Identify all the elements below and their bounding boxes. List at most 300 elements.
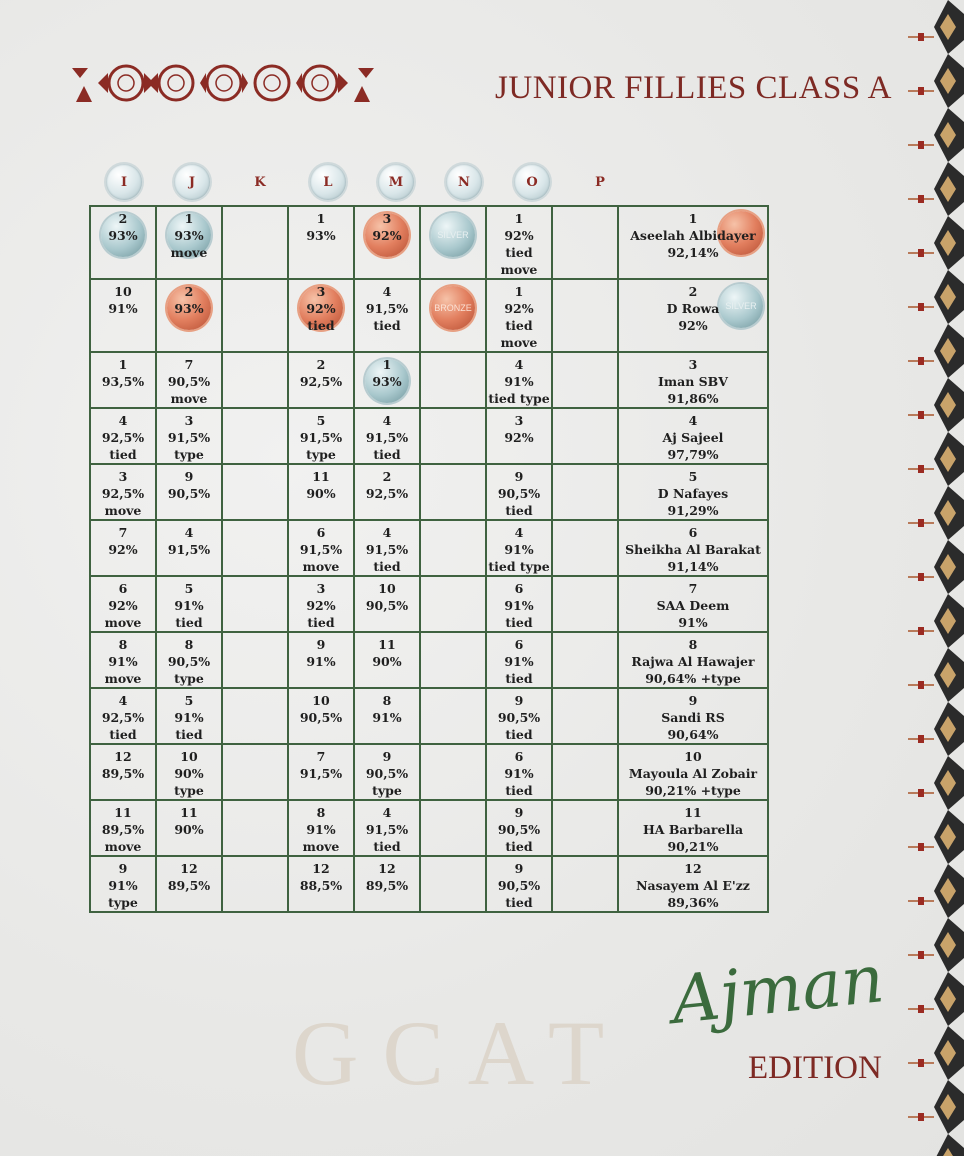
result-total: 91%: [678, 615, 708, 630]
result-horse-name: D Nafayes: [657, 486, 729, 501]
cell-note: tied: [505, 895, 533, 910]
score-cell-i: [90, 800, 156, 856]
border-pattern-icon: [904, 0, 964, 1156]
score-cell-n: [420, 744, 486, 800]
result-horse-name: Aj Sajeel: [662, 430, 724, 445]
result-total: 91,86%: [667, 391, 719, 406]
result-place: 5: [688, 469, 698, 484]
cell-score: 92%: [372, 228, 402, 243]
score-cell-n: [420, 464, 486, 520]
score-cell-p: [552, 800, 618, 856]
score-cell-i: [90, 408, 156, 464]
cell-note: type: [372, 783, 402, 798]
cell-score: 93,5%: [101, 374, 145, 389]
result-cell: [618, 520, 768, 576]
judges-header: [90, 160, 634, 204]
cell-rank: 3: [316, 581, 326, 596]
result-total: 90,21% +type: [645, 783, 741, 798]
cell-note: move: [302, 839, 340, 854]
score-cell-n: [420, 856, 486, 912]
cell-rank: 8: [382, 693, 392, 708]
result-horse-name: Aseelah Albidayer: [630, 228, 756, 243]
cell-score: 89,5%: [365, 878, 409, 893]
score-cell-n: [420, 206, 486, 279]
table-row: [90, 744, 768, 800]
score-cell-k: [222, 856, 288, 912]
result-cell: [618, 408, 768, 464]
cell-rank: 9: [184, 469, 194, 484]
score-cell-p: [552, 744, 618, 800]
score-cell-m: [354, 408, 420, 464]
result-cell: [618, 800, 768, 856]
cell-score: 90%: [174, 766, 204, 781]
cell-rank: 11: [180, 805, 198, 820]
score-cell-p: [552, 520, 618, 576]
score-cell-i: [90, 520, 156, 576]
score-cell-k: [222, 576, 288, 632]
cell-score: 90,5%: [497, 710, 541, 725]
cell-note: tied: [373, 318, 401, 333]
cell-note: tied: [307, 615, 335, 630]
judge-badge-icon: [446, 164, 482, 200]
cell-rank: 3: [316, 284, 326, 299]
judge-letter: J: [188, 174, 196, 190]
score-cell-o: [486, 408, 552, 464]
score-cell-m: [354, 744, 420, 800]
judge-letter: M: [388, 174, 404, 190]
cell-note: type: [108, 895, 138, 910]
cell-score: 91,5%: [365, 542, 409, 557]
score-cell-l: [288, 632, 354, 688]
result-place: 7: [688, 581, 698, 596]
score-cell-m: [354, 352, 420, 408]
cell-rank: 8: [118, 637, 128, 652]
score-cell-p: [552, 576, 618, 632]
result-horse-name: Mayoula Al Zobair: [628, 766, 758, 781]
cell-score: 93%: [174, 228, 204, 243]
cell-score: 90,5%: [167, 486, 211, 501]
cell-score: 90%: [174, 822, 204, 837]
score-cell-n: [420, 688, 486, 744]
judge-badge-icon: [174, 164, 210, 200]
score-cell-p: [552, 408, 618, 464]
score-cell-p: [552, 856, 618, 912]
judge-j: [158, 160, 226, 204]
cell-score: 92,5%: [101, 430, 145, 445]
result-cell: [618, 856, 768, 912]
score-cell-k: [222, 632, 288, 688]
result-total: 92%: [678, 318, 708, 333]
cell-note: tied: [373, 447, 401, 462]
cell-note: type: [174, 447, 204, 462]
cell-score: 91,5%: [299, 542, 343, 557]
cell-rank: 2: [316, 357, 326, 372]
score-cell-m: [354, 206, 420, 279]
score-cell-n: [420, 800, 486, 856]
medal-icon: SILVER: [719, 284, 763, 328]
cell-score: 91%: [108, 654, 138, 669]
cell-score: 91%: [372, 710, 402, 725]
cell-rank: 2: [118, 211, 128, 226]
cell-rank: 4: [118, 693, 128, 708]
cell-note: tied type: [488, 391, 550, 406]
score-cell-k: [222, 744, 288, 800]
cell-note: tied move: [500, 245, 538, 277]
score-cell-j: [156, 856, 222, 912]
judge-badge-icon: [514, 164, 550, 200]
result-total: 90,64% +type: [645, 671, 741, 686]
cell-note: tied: [505, 727, 533, 742]
judge-k: [226, 160, 294, 204]
judge-letter: K: [254, 174, 266, 190]
cell-rank: 3: [118, 469, 128, 484]
cell-score: 90,5%: [365, 766, 409, 781]
result-place: 3: [688, 357, 698, 372]
score-cell-l: [288, 576, 354, 632]
result-total: 91,29%: [667, 503, 719, 518]
cell-score: 91,5%: [365, 301, 409, 316]
cell-score: 92%: [504, 228, 534, 243]
table-row: [90, 632, 768, 688]
cell-score: 91%: [174, 710, 204, 725]
cell-rank: 12: [114, 749, 132, 764]
cell-rank: 4: [382, 525, 392, 540]
cell-score: 91%: [108, 878, 138, 893]
result-horse-name: SAA Deem: [656, 598, 730, 613]
judge-i: [90, 160, 158, 204]
result-cell: [618, 352, 768, 408]
score-cell-m: [354, 520, 420, 576]
score-cell-l: [288, 688, 354, 744]
cell-rank: 2: [184, 284, 194, 299]
table-row: [90, 352, 768, 408]
cell-score: 91%: [306, 654, 336, 669]
cell-note: tied: [505, 671, 533, 686]
table-row: [90, 464, 768, 520]
result-total: 97,79%: [667, 447, 719, 462]
cell-note: tied: [175, 727, 203, 742]
cell-score: 90,5%: [497, 822, 541, 837]
result-place: 1: [688, 211, 698, 226]
score-cell-i: [90, 464, 156, 520]
judge-n: [430, 160, 498, 204]
judge-o: [498, 160, 566, 204]
score-cell-k: [222, 352, 288, 408]
score-cell-j: [156, 800, 222, 856]
cell-rank: 4: [382, 413, 392, 428]
result-total: 89,36%: [667, 895, 719, 910]
score-cell-k: [222, 688, 288, 744]
cell-score: 92%: [108, 542, 138, 557]
cell-score: 91,5%: [365, 822, 409, 837]
cell-score: 90,5%: [299, 710, 343, 725]
cell-note: move: [104, 671, 142, 686]
score-cell-k: [222, 206, 288, 279]
judge-badge-icon: [106, 164, 142, 200]
score-cell-n: [420, 520, 486, 576]
result-place: 10: [684, 749, 702, 764]
score-cell-p: [552, 632, 618, 688]
cell-rank: 10: [312, 693, 330, 708]
cell-rank: 9: [514, 805, 524, 820]
cell-rank: 9: [382, 749, 392, 764]
result-total: 92,14%: [667, 245, 719, 260]
cell-score: 90,5%: [365, 598, 409, 613]
score-cell-l: [288, 279, 354, 352]
cell-score: 88,5%: [299, 878, 343, 893]
judge-l: [294, 160, 362, 204]
cell-rank: 4: [184, 525, 194, 540]
score-cell-m: [354, 464, 420, 520]
cell-note: move: [170, 391, 208, 406]
cell-rank: 5: [184, 693, 194, 708]
score-cell-p: [552, 206, 618, 279]
table-row: [90, 279, 768, 352]
cell-score: 90,5%: [497, 878, 541, 893]
cell-rank: 6: [118, 581, 128, 596]
cell-rank: 6: [514, 749, 524, 764]
cell-note: tied: [373, 559, 401, 574]
cell-score: 92%: [504, 301, 534, 316]
score-cell-n: [420, 279, 486, 352]
cell-score: 89,5%: [101, 766, 145, 781]
score-cell-i: [90, 856, 156, 912]
judge-badge-icon: [242, 164, 278, 200]
table-row: [90, 206, 768, 279]
result-cell: [618, 576, 768, 632]
score-cell-o: [486, 856, 552, 912]
result-horse-name: Sandi RS: [661, 710, 725, 725]
cell-rank: 5: [184, 581, 194, 596]
cell-rank: 10: [114, 284, 132, 299]
cell-rank: 12: [312, 861, 330, 876]
cell-score: 92,5%: [101, 486, 145, 501]
cell-score: 93%: [108, 228, 138, 243]
judge-p: [566, 160, 634, 204]
result-cell: [618, 744, 768, 800]
score-cell-j: [156, 464, 222, 520]
score-cell-l: [288, 744, 354, 800]
cell-score: 90%: [372, 654, 402, 669]
score-cell-j: [156, 688, 222, 744]
score-cell-j: [156, 408, 222, 464]
score-cell-o: [486, 688, 552, 744]
judge-letter: P: [595, 174, 605, 190]
cell-rank: 6: [316, 525, 326, 540]
score-cell-i: [90, 688, 156, 744]
cell-rank: 3: [382, 211, 392, 226]
cell-rank: 9: [514, 469, 524, 484]
cell-rank: 8: [316, 805, 326, 820]
cell-note: tied: [505, 503, 533, 518]
score-cell-o: [486, 632, 552, 688]
cell-score: 89,5%: [101, 822, 145, 837]
score-cell-i: [90, 576, 156, 632]
result-horse-name: D Rowa: [666, 301, 720, 316]
cell-score: 91,5%: [167, 430, 211, 445]
result-place: 4: [688, 413, 698, 428]
judge-badge-icon: [310, 164, 346, 200]
ornament-icon: [72, 62, 374, 104]
cell-note: type: [174, 671, 204, 686]
score-cell-j: [156, 520, 222, 576]
cell-rank: 5: [316, 413, 326, 428]
cell-rank: 2: [382, 469, 392, 484]
cell-note: tied: [307, 318, 335, 333]
score-cell-o: [486, 352, 552, 408]
cell-rank: 11: [114, 805, 132, 820]
cell-note: move: [104, 503, 142, 518]
score-cell-i: [90, 206, 156, 279]
medal-icon: BRONZE: [431, 286, 475, 330]
cell-score: 93%: [372, 374, 402, 389]
judge-letter: I: [120, 174, 128, 190]
score-cell-j: [156, 352, 222, 408]
cell-rank: 3: [184, 413, 194, 428]
judge-badge-icon: [378, 164, 414, 200]
score-cell-m: [354, 279, 420, 352]
score-cell-p: [552, 352, 618, 408]
score-cell-i: [90, 632, 156, 688]
cell-rank: 9: [514, 861, 524, 876]
cell-score: 92,5%: [299, 374, 343, 389]
score-cell-n: [420, 576, 486, 632]
cell-score: 91%: [504, 542, 534, 557]
cell-rank: 12: [180, 861, 198, 876]
cell-score: 93%: [306, 228, 336, 243]
score-cell-l: [288, 800, 354, 856]
result-place: 9: [688, 693, 698, 708]
watermark: GCAT: [292, 1002, 629, 1104]
score-cell-o: [486, 464, 552, 520]
score-cell-m: [354, 632, 420, 688]
score-cell-k: [222, 279, 288, 352]
score-cell-j: [156, 576, 222, 632]
result-place: 11: [684, 805, 702, 820]
cell-rank: 1: [118, 357, 128, 372]
ajman-logo: Ajman: [667, 940, 888, 1039]
cell-score: 91%: [504, 374, 534, 389]
cell-note: tied: [373, 839, 401, 854]
score-cell-k: [222, 464, 288, 520]
cell-rank: 10: [180, 749, 198, 764]
score-cell-i: [90, 352, 156, 408]
score-cell-n: [420, 352, 486, 408]
cell-rank: 4: [118, 413, 128, 428]
cell-rank: 9: [118, 861, 128, 876]
cell-rank: 1: [184, 211, 194, 226]
result-place: 2: [688, 284, 698, 299]
result-horse-name: HA Barbarella: [642, 822, 744, 837]
result-cell: [618, 632, 768, 688]
score-cell-m: [354, 688, 420, 744]
edition-label: EDITION: [748, 1050, 882, 1086]
score-cell-p: [552, 688, 618, 744]
result-horse-name: Rajwa Al Hawajer: [631, 654, 755, 669]
score-cell-m: [354, 856, 420, 912]
cell-score: 92%: [108, 598, 138, 613]
result-horse-name: Sheikha Al Barakat: [625, 542, 761, 557]
score-cell-o: [486, 279, 552, 352]
result-place: 8: [688, 637, 698, 652]
result-horse-name: Nasayem Al E'zz: [636, 878, 750, 893]
cell-rank: 11: [378, 637, 396, 652]
cell-note: move: [302, 559, 340, 574]
cell-note: tied: [505, 783, 533, 798]
cell-score: 91,5%: [365, 430, 409, 445]
cell-score: 91%: [504, 654, 534, 669]
cell-score: 91%: [174, 598, 204, 613]
score-cell-l: [288, 856, 354, 912]
cell-note: tied: [505, 839, 533, 854]
cell-rank: 11: [312, 469, 330, 484]
cell-rank: 7: [118, 525, 128, 540]
cell-rank: 12: [378, 861, 396, 876]
cell-score: 91%: [504, 766, 534, 781]
cell-score: 90,5%: [167, 654, 211, 669]
judge-badge-icon: [582, 164, 618, 200]
score-cell-o: [486, 800, 552, 856]
score-cell-j: [156, 279, 222, 352]
cell-note: tied: [175, 615, 203, 630]
cell-rank: 7: [184, 357, 194, 372]
cell-rank: 4: [514, 357, 524, 372]
judge-m: [362, 160, 430, 204]
cell-rank: 6: [514, 581, 524, 596]
cell-rank: 4: [514, 525, 524, 540]
cell-note: move: [104, 839, 142, 854]
table-row: [90, 576, 768, 632]
cell-rank: 9: [316, 637, 326, 652]
cell-score: 90,5%: [167, 374, 211, 389]
score-cell-l: [288, 464, 354, 520]
cell-note: type: [306, 447, 336, 462]
cell-note: tied: [505, 615, 533, 630]
score-cell-k: [222, 520, 288, 576]
cell-rank: 1: [514, 284, 524, 299]
result-cell: [618, 279, 768, 352]
cell-rank: 6: [514, 637, 524, 652]
judge-letter: O: [526, 174, 538, 190]
result-cell: [618, 206, 768, 279]
cell-note: tied: [109, 447, 137, 462]
score-cell-p: [552, 279, 618, 352]
score-cell-m: [354, 576, 420, 632]
score-cell-o: [486, 576, 552, 632]
cell-score: 92%: [306, 301, 336, 316]
cell-score: 93%: [174, 301, 204, 316]
table-row: [90, 408, 768, 464]
score-cell-p: [552, 464, 618, 520]
cell-rank: 4: [382, 805, 392, 820]
cell-rank: 10: [378, 581, 396, 596]
cell-score: 92,5%: [101, 710, 145, 725]
result-total: 90,21%: [667, 839, 719, 854]
score-cell-l: [288, 408, 354, 464]
score-cell-l: [288, 206, 354, 279]
score-cell-o: [486, 744, 552, 800]
cell-note: tied move: [500, 318, 538, 350]
cell-score: 92,5%: [365, 486, 409, 501]
cell-score: 91,5%: [299, 430, 343, 445]
result-cell: [618, 464, 768, 520]
score-cell-i: [90, 279, 156, 352]
cell-rank: 1: [382, 357, 392, 372]
cell-rank: 4: [382, 284, 392, 299]
scores-table: [89, 205, 769, 913]
score-cell-n: [420, 408, 486, 464]
cell-note: type: [174, 783, 204, 798]
